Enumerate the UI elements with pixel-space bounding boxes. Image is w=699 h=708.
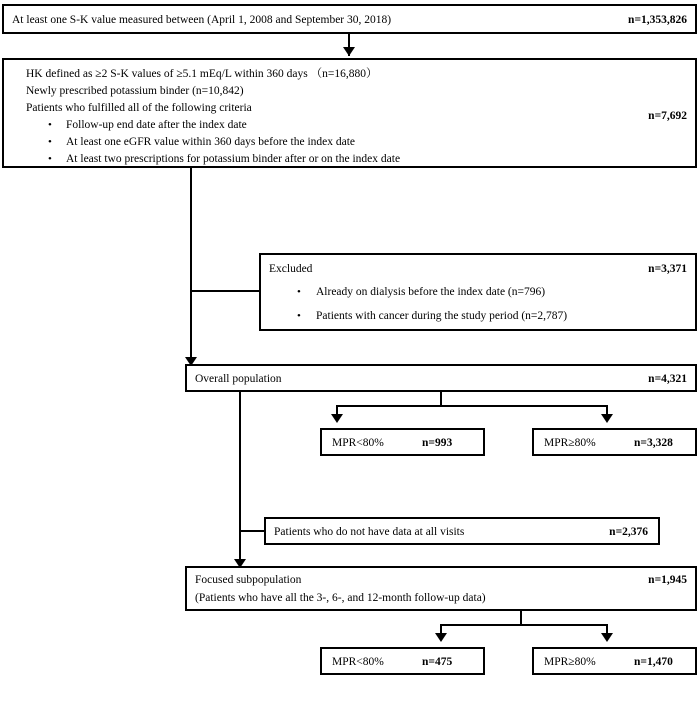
focused-subtitle: (Patients who have all the 3-, 6-, and 12-month follow-up data) <box>195 592 486 604</box>
arrow-focused-to-mpr-low <box>435 633 447 642</box>
criteria-count: n=7,692 <box>648 110 687 122</box>
focused-count: n=1,945 <box>648 574 687 586</box>
no-data-count: n=2,376 <box>609 526 648 538</box>
criteria-bullet-3: At least two prescriptions for potassium binder after or on the index date <box>66 153 401 165</box>
node-no-data-at-all-visits <box>264 517 660 545</box>
mpr-low-overall-label: MPR<80% <box>332 437 384 449</box>
mpr-low-focused-label: MPR<80% <box>332 656 384 668</box>
connector-criteria-to-overall <box>190 168 192 368</box>
connector-focused-split-bar <box>440 624 608 626</box>
mpr-high-focused-label: MPR≥80% <box>544 656 596 668</box>
mpr-high-overall-label: MPR≥80% <box>544 437 596 449</box>
connector-focused-split-stem <box>520 611 522 625</box>
node-overall-population <box>185 364 697 392</box>
arrow-overall-to-mpr-low <box>331 414 343 423</box>
excluded-bullet-2: Patients with cancer during the study period (n=2,787) <box>316 310 568 322</box>
bullet-icon: • <box>297 286 301 298</box>
no-data-label: Patients who do not have data at all visits <box>274 526 465 538</box>
bullet-icon: • <box>297 310 301 322</box>
node-mpr-high-focused <box>532 647 697 675</box>
bullet-icon: • <box>48 119 52 131</box>
criteria-line-1: HK defined as ≥2 S-K values of ≥5.1 mEq/L within 360 days （n=16,880） <box>26 68 378 80</box>
connector-spine-to-excluded <box>191 290 259 292</box>
connector-overall-split-stem <box>440 392 442 406</box>
bullet-icon: • <box>48 153 52 165</box>
mpr-low-overall-count: n=993 <box>422 437 453 449</box>
criteria-line-3: Patients who fulfilled all of the following criteria <box>26 102 252 114</box>
node-mpr-high-overall <box>532 428 697 456</box>
node-source-population <box>2 4 697 34</box>
connector-spine-to-no-data <box>240 530 266 532</box>
node-excluded <box>259 253 697 331</box>
source-population-text: At least one S-K value measured between (April 1, 2008 and September 30, 2018) <box>12 14 392 26</box>
connector-overall-split-bar <box>336 405 608 407</box>
overall-population-title: Overall population <box>195 373 282 385</box>
focused-title: Focused subpopulation <box>195 574 302 586</box>
mpr-high-focused-count: n=1,470 <box>634 656 673 668</box>
mpr-low-focused-count: n=475 <box>422 656 453 668</box>
node-inclusion-criteria <box>2 58 697 168</box>
arrow-source-to-criteria <box>343 47 355 56</box>
arrow-overall-to-mpr-high <box>601 414 613 423</box>
arrow-focused-to-mpr-high <box>601 633 613 642</box>
criteria-line-2: Newly prescribed potassium binder (n=10,842) <box>26 85 244 97</box>
mpr-high-overall-count: n=3,328 <box>634 437 673 449</box>
node-mpr-low-overall <box>320 428 485 456</box>
node-mpr-low-focused <box>320 647 485 675</box>
excluded-title: Excluded <box>269 263 313 275</box>
excluded-count: n=3,371 <box>648 263 687 275</box>
overall-population-count: n=4,321 <box>648 373 687 385</box>
connector-overall-to-focused <box>239 392 241 570</box>
criteria-bullet-2: At least one eGFR value within 360 days before the index date <box>66 136 356 148</box>
source-population-count: n=1,353,826 <box>628 14 687 26</box>
node-focused-subpopulation <box>185 566 697 611</box>
bullet-icon: • <box>48 136 52 148</box>
criteria-bullet-1: Follow-up end date after the index date <box>66 119 247 131</box>
excluded-bullet-1: Already on dialysis before the index date (n=796) <box>316 286 546 298</box>
